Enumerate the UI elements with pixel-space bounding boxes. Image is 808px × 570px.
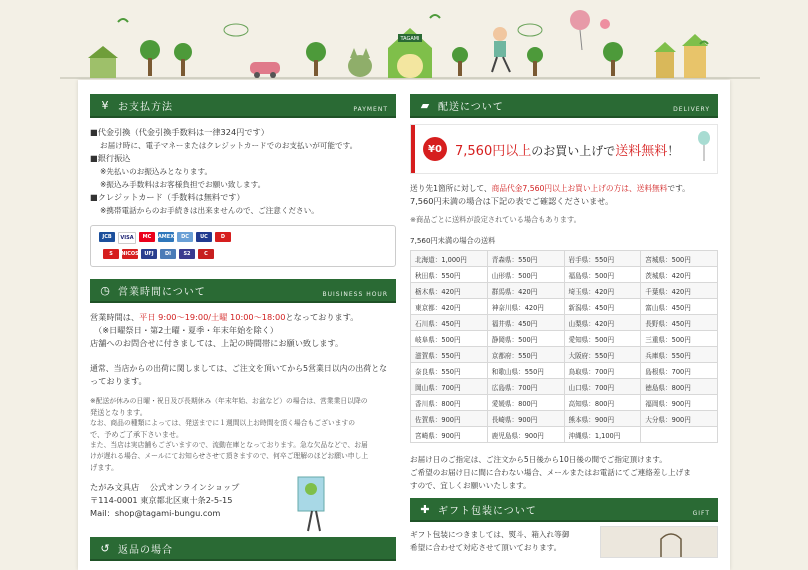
truck-icon: ▰ <box>420 98 430 112</box>
hours-time: 平日 9:00～19:00/土曜 10:00～18:00 <box>139 312 286 322</box>
payment-title-en: PAYMENT <box>353 106 388 113</box>
free-shipping-condition: 商品代金7,560円以上お買い上げの方は、送料無料 <box>491 184 668 193</box>
table-cell: 鹿児島県：900円 <box>487 427 564 443</box>
table-cell: 広島県：700円 <box>487 379 564 395</box>
table-cell: 岩手県：550円 <box>564 251 641 267</box>
shop-info <box>90 481 396 529</box>
delivery-description <box>410 182 718 208</box>
table-row <box>411 283 718 299</box>
delivery-date-text: お届け日のご指定は、ご注文から5日後から10日後の間でご指定頂けます。 <box>410 455 667 464</box>
table-cell: 岐阜県：500円 <box>411 331 488 347</box>
note-line: また、当店は実店舗もございますので、流動在庫となっております。急な欠品などで、お届 <box>90 441 368 449</box>
gift-image <box>600 526 718 558</box>
table-cell: 福島県：500円 <box>564 267 641 283</box>
business-hours <box>90 311 396 388</box>
table-cell: 富山県：450円 <box>641 299 718 315</box>
table-cell: 滋賀県：550円 <box>411 347 488 363</box>
table-cell: 新潟県：450円 <box>564 299 641 315</box>
town-illustration <box>0 0 808 80</box>
table-cell: 三重県：500円 <box>641 331 718 347</box>
shipping-rate-table <box>410 250 718 443</box>
table-row <box>411 347 718 363</box>
table-cell: 長野県：450円 <box>641 315 718 331</box>
shop-address: 〒114-0001 東京都北区東十条2-5-15 <box>90 495 233 505</box>
delivery-date-info <box>410 453 718 492</box>
banner-amount: 7,560円以上 <box>455 143 532 159</box>
payment-line: ■代金引換（代金引換手数料は一律324円です） <box>90 127 269 137</box>
table-cell: 茨城県：420円 <box>641 267 718 283</box>
gift-text: ギフト包装につきましては、熨斗、箱入れ等御 <box>410 530 570 539</box>
hours-holidays: （※日曜祭日・第2土曜・夏季・年末年始を除く） <box>94 325 279 335</box>
delivery-note: ※商品ごとに送料が設定されている場合もあります。 <box>410 215 581 224</box>
free-shipping-banner <box>410 124 718 174</box>
table-cell: 石川県：450円 <box>411 315 488 331</box>
table-cell: 和歌山県：550円 <box>487 363 564 379</box>
clock-icon: ◷ <box>100 283 110 297</box>
table-cell: 宮崎県：900円 <box>411 427 488 443</box>
table-cell: 福井県：450円 <box>487 315 564 331</box>
payment-methods <box>90 126 396 217</box>
gift-bag-icon <box>601 527 717 557</box>
table-cell: 山口県：700円 <box>564 379 641 395</box>
shipping-table-title: 7,560円未満の場合の送料 <box>410 236 496 245</box>
mastercard-logo: MC <box>139 232 155 242</box>
shipping-time-text: っております。 <box>90 376 147 386</box>
dc-logo: DC <box>177 232 193 242</box>
hours-text: となっております。 <box>285 312 359 322</box>
note-line: げます。 <box>90 463 119 472</box>
table-cell: 熊本県：900円 <box>564 411 641 427</box>
header-illustration <box>0 0 808 80</box>
delivery-section-header <box>410 94 718 118</box>
left-column <box>90 94 396 561</box>
content-page <box>78 80 730 570</box>
gift-title: ギフト包装について <box>438 505 537 517</box>
table-cell: 愛媛県：800円 <box>487 395 564 411</box>
table-cell: 群馬県：420円 <box>487 283 564 299</box>
note-line: ※配送が休みの日曜・祝日及び長期休み（年末年始、お盆など）の場合は、営業業日以降の <box>90 397 368 405</box>
payment-line: ■クレジットカード（手数料は無料です） <box>90 192 245 202</box>
card-logo: C <box>198 249 214 259</box>
table-cell: 福岡県：900円 <box>641 395 718 411</box>
d-logo: D <box>215 232 231 242</box>
balloon-icon <box>697 131 711 161</box>
table-cell: 愛知県：500円 <box>564 331 641 347</box>
payment-line: ※振込み手数料はお客様負担でお願い致します。 <box>100 180 266 189</box>
gift-title-en: GIFT <box>692 510 710 517</box>
uc-logo: UC <box>196 232 212 242</box>
person-icon <box>492 27 510 72</box>
banner-middle: のお買い上げで <box>531 143 616 158</box>
table-row <box>411 251 718 267</box>
delivery-title: 配送について <box>438 101 504 113</box>
table-cell <box>641 427 718 443</box>
cat-icon <box>348 48 372 77</box>
table-cell: 高知県：800円 <box>564 395 641 411</box>
table-cell: 鳥取県：700円 <box>564 363 641 379</box>
yen-icon: ¥ <box>101 98 109 112</box>
table-row <box>411 379 718 395</box>
shipping-time-text: 通常、当店からの出荷に関しましては、ご注文を頂いてから5営業日以内の出荷とな <box>90 364 387 373</box>
table-cell: 山梨県：420円 <box>564 315 641 331</box>
ufj-logo: UFJ <box>141 249 157 259</box>
table-cell: 大分県：900円 <box>641 411 718 427</box>
nicos-logo: NICOS <box>121 251 139 257</box>
table-row <box>411 331 718 347</box>
shop-mail[interactable]: Mail：shop@tagami-bungu.com <box>90 508 221 518</box>
tree-icon <box>140 40 623 76</box>
gift-section-header <box>410 498 718 522</box>
table-cell: 北海道：1,000円 <box>411 251 488 267</box>
balloon-icon <box>570 10 610 50</box>
gift-info <box>410 528 718 554</box>
table-cell: 千葉県：420円 <box>641 283 718 299</box>
table-cell: 徳島県：800円 <box>641 379 718 395</box>
gift-text: 希望に合わせて対応させて頂いております。 <box>410 543 562 552</box>
hours-contact: 店舗へのお問合せに付きましては、上記の時間帯にお願い致します。 <box>90 338 344 348</box>
table-cell: 静岡県：500円 <box>487 331 564 347</box>
shop-sign-icon <box>388 28 432 78</box>
table-row <box>411 363 718 379</box>
returns-section-header <box>90 537 396 561</box>
table-cell: 沖縄県：1,100円 <box>564 427 641 443</box>
delivery-text: 7,560円未満の場合は下記の表でご確認くださいませ。 <box>410 196 614 206</box>
table-cell: 栃木県：420円 <box>411 283 488 299</box>
right-column <box>410 94 718 554</box>
hours-section-header <box>90 279 396 303</box>
hours-title-en: BUISINESS HOUR <box>322 291 388 298</box>
note-line: なお、商品の種類によっては、発送までに１週間以上お時間を頂く場合もございますの <box>90 419 356 427</box>
banner-exclaim: ！ <box>667 143 680 158</box>
table-row <box>411 315 718 331</box>
card-logo: S2 <box>179 249 195 259</box>
banner-text <box>455 140 679 159</box>
table-row <box>411 411 718 427</box>
hours-text: 営業時間は、 <box>90 312 140 322</box>
delivery-text: です。 <box>667 184 690 193</box>
table-cell: 埼玉県：420円 <box>564 283 641 299</box>
table-cell: 島根県：700円 <box>641 363 718 379</box>
yen-zero-badge: ¥0 <box>423 137 447 161</box>
payment-section-header <box>90 94 396 118</box>
table-cell: 大阪府：550円 <box>564 347 641 363</box>
table-row <box>411 299 718 315</box>
table-cell: 京都府：550円 <box>487 347 564 363</box>
table-cell: 青森県：550円 <box>487 251 564 267</box>
house-icon <box>88 46 118 78</box>
building-icon <box>654 34 708 78</box>
table-cell: 東京都：420円 <box>411 299 488 315</box>
payment-line: ※携帯電話からのお手続きは出来ませんので、ご注意ください。 <box>100 206 319 215</box>
mascot-icon <box>290 475 340 533</box>
banner-stripe <box>411 125 415 173</box>
delivery-date-text: すので、宜しくお願いいたします。 <box>410 481 531 490</box>
shop-name: たがみ文具店 公式オンラインショップ <box>90 482 240 492</box>
hours-title: 営業時間について <box>118 286 206 298</box>
payment-line: お届け時に、電子マネーまたはクレジットカードでのお支払いが可能です。 <box>100 141 358 150</box>
return-icon: ↺ <box>100 541 110 555</box>
car-icon <box>250 62 280 78</box>
table-cell: 香川県：800円 <box>411 395 488 411</box>
banner-free: 送料無料 <box>615 143 668 159</box>
delivery-title-en: DELIVERY <box>673 106 710 113</box>
table-cell: 山形県：500円 <box>487 267 564 283</box>
table-cell: 岡山県：700円 <box>411 379 488 395</box>
table-row <box>411 395 718 411</box>
table-cell: 神奈川県：420円 <box>487 299 564 315</box>
table-cell: 宮城県：500円 <box>641 251 718 267</box>
jcb-logo: JCB <box>99 232 115 242</box>
gift-icon: ✚ <box>420 502 430 516</box>
visa-logo: VISA <box>118 232 136 244</box>
payment-title: お支払方法 <box>118 101 173 113</box>
table-row <box>411 267 718 283</box>
amex-logo: AMEX <box>157 234 175 240</box>
svg-text:TAGAMI: TAGAMI <box>400 36 420 42</box>
credit-card-logos <box>90 225 396 267</box>
note-line: 発送となります。 <box>90 408 147 417</box>
table-cell: 奈良県：550円 <box>411 363 488 379</box>
saison-logo: S <box>103 249 119 259</box>
table-cell: 佐賀県：900円 <box>411 411 488 427</box>
table-cell: 兵庫県：550円 <box>641 347 718 363</box>
hours-note <box>90 396 396 473</box>
note-line: けが遅れる場合、メールにてお知らせさせて頂きますので、何卒ご理解のほどお願い申し上 <box>90 452 369 460</box>
returns-title: 返品の場合 <box>118 544 173 556</box>
table-cell: 長崎県：900円 <box>487 411 564 427</box>
payment-line: ■銀行振込 <box>90 153 131 163</box>
table-cell: 秋田県：550円 <box>411 267 488 283</box>
payment-line: ※先払いのお振込みとなります。 <box>100 167 213 176</box>
diners-logo: DI <box>160 249 176 259</box>
table-row <box>411 427 718 443</box>
note-line: で、予めご了承下さいませ。 <box>90 430 184 439</box>
delivery-text: 送り先1箇所に対して、 <box>410 184 492 193</box>
delivery-date-text: ご希望のお届け日に間に合わない場合、メールまたはお電話にてご連絡差し上げま <box>410 468 691 477</box>
